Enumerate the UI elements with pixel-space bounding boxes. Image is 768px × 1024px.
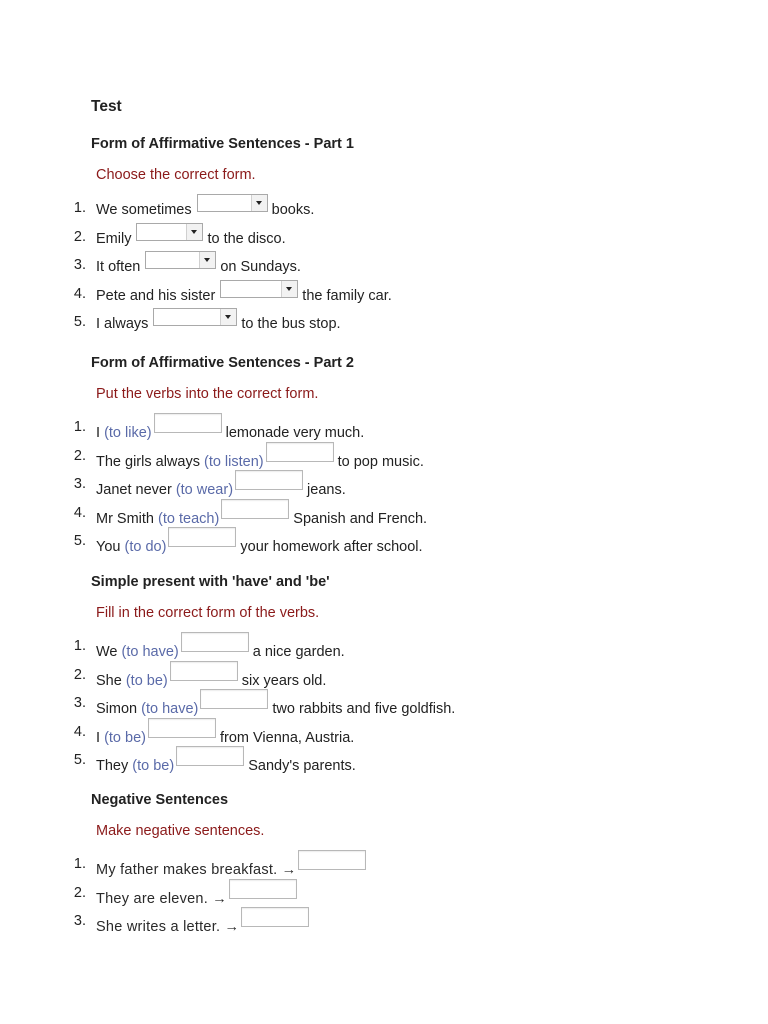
question-text-before: We sometimes xyxy=(96,202,192,218)
question-text-after: books. xyxy=(271,202,315,218)
answer-input[interactable] xyxy=(221,499,289,519)
answer-input[interactable] xyxy=(181,632,249,652)
question-list xyxy=(0,850,768,936)
answer-dropdown[interactable] xyxy=(220,280,298,298)
question-number: 2. xyxy=(73,884,86,901)
verb-hint: (to do) xyxy=(124,539,167,556)
answer-dropdown[interactable] xyxy=(197,194,268,212)
question-item xyxy=(0,499,768,528)
question-item xyxy=(0,689,768,718)
question-text-before: I xyxy=(96,425,101,441)
question-text-before: Mr Smith xyxy=(96,510,154,527)
question-item xyxy=(0,718,768,747)
question-text-before: She xyxy=(96,672,122,689)
verb-hint: (to have) xyxy=(121,644,179,660)
section-instruction: Fill in the correct form of the verbs. xyxy=(96,605,320,621)
question-number: 5. xyxy=(73,314,86,331)
section-have-and-be xyxy=(0,572,768,775)
question-text-after: on Sundays. xyxy=(220,259,301,276)
question-text-before: Pete and his sister xyxy=(96,287,216,304)
question-item xyxy=(0,470,768,499)
verb-hint: (to like) xyxy=(104,425,152,441)
question-number: 3. xyxy=(73,476,86,493)
question-item xyxy=(0,251,768,280)
question-number: 3. xyxy=(73,257,86,274)
question-number: 2. xyxy=(73,447,86,464)
section-heading: Form of Affirmative Sentences - Part 1 xyxy=(91,136,354,152)
question-text-before: It often xyxy=(96,259,141,276)
verb-hint: (to be) xyxy=(104,729,146,746)
answer-input[interactable] xyxy=(266,442,334,462)
question-text-before: I always xyxy=(96,316,149,333)
question-text-after: two rabbits and five goldfish. xyxy=(272,701,456,718)
question-item xyxy=(0,442,768,471)
section-heading: Form of Affirmative Sentences - Part 2 xyxy=(91,355,354,371)
section-instruction: Put the verbs into the correct form. xyxy=(96,386,319,402)
question-text-after: a nice garden. xyxy=(252,644,345,660)
question-text-before: Janet never xyxy=(96,482,172,499)
chevron-down-icon[interactable] xyxy=(199,252,215,268)
question-number: 4. xyxy=(73,723,86,740)
question-number: 1. xyxy=(73,200,86,216)
answer-input[interactable] xyxy=(170,661,238,681)
question-text-before: Simon xyxy=(96,701,138,718)
question-item xyxy=(0,879,768,908)
question-item xyxy=(0,907,768,936)
page-title: Test xyxy=(91,98,122,115)
question-number: 1. xyxy=(73,638,86,654)
section-instruction: Make negative sentences. xyxy=(96,823,265,839)
section-negative-sentences xyxy=(0,790,768,936)
verb-hint: (to be) xyxy=(125,672,168,689)
question-number: 1. xyxy=(73,856,86,872)
question-list xyxy=(0,413,768,556)
chevron-down-icon[interactable] xyxy=(220,309,236,325)
question-list xyxy=(0,632,768,775)
question-text-before: The girls always xyxy=(96,453,200,470)
verb-hint: (to listen) xyxy=(203,453,264,470)
question-number: 4. xyxy=(73,504,86,521)
question-list xyxy=(0,194,768,337)
question-item xyxy=(0,413,768,442)
question-text-before: I xyxy=(96,729,101,746)
section-heading: Negative Sentences xyxy=(91,792,229,808)
question-text-before: We xyxy=(96,644,118,660)
question-text-after: lemonade very much. xyxy=(225,425,365,441)
question-text-before: You xyxy=(96,539,121,556)
answer-input[interactable] xyxy=(241,907,309,927)
question-item xyxy=(0,308,768,337)
question-text-after: to the disco. xyxy=(207,230,286,247)
question-item xyxy=(0,223,768,252)
question-item xyxy=(0,746,768,775)
question-text-after: your homework after school. xyxy=(240,539,423,556)
answer-input[interactable] xyxy=(200,689,268,709)
answer-dropdown[interactable] xyxy=(153,308,237,326)
question-number: 3. xyxy=(73,913,86,930)
answer-dropdown[interactable] xyxy=(136,223,203,241)
question-number: 5. xyxy=(73,752,86,769)
question-text-before: She writes a letter. → xyxy=(96,919,240,936)
verb-hint: (to teach) xyxy=(158,510,220,527)
answer-input[interactable] xyxy=(148,718,216,738)
question-text-after: Sandy's parents. xyxy=(248,758,356,775)
question-text-after: Spanish and French. xyxy=(293,510,428,527)
verb-hint: (to wear) xyxy=(175,482,234,499)
answer-input[interactable] xyxy=(168,527,236,547)
answer-input[interactable] xyxy=(235,470,303,490)
question-text-before: Emily xyxy=(96,230,132,247)
answer-input[interactable] xyxy=(229,879,297,899)
question-text-after: to pop music. xyxy=(337,453,424,470)
question-number: 5. xyxy=(73,533,86,550)
section-affirmative-part-2 xyxy=(0,353,768,556)
chevron-down-icon[interactable] xyxy=(281,281,297,297)
answer-input[interactable] xyxy=(298,850,366,870)
question-text-after: to the bus stop. xyxy=(241,316,341,333)
question-item xyxy=(0,194,768,223)
chevron-down-icon[interactable] xyxy=(251,195,267,211)
answer-input[interactable] xyxy=(176,746,244,766)
section-affirmative-part-1 xyxy=(0,134,768,337)
answer-dropdown[interactable] xyxy=(145,251,216,269)
question-item xyxy=(0,280,768,309)
question-item xyxy=(0,850,768,879)
section-heading: Simple present with 'have' and 'be' xyxy=(91,574,330,590)
chevron-down-icon[interactable] xyxy=(186,224,202,240)
question-number: 2. xyxy=(73,228,86,245)
question-number: 2. xyxy=(73,666,86,683)
question-number: 1. xyxy=(73,419,86,435)
question-text-before: My father makes breakfast. → xyxy=(96,862,297,878)
question-item xyxy=(0,632,768,661)
question-text-before: They are eleven. → xyxy=(96,890,228,907)
question-text-after: six years old. xyxy=(241,672,327,689)
question-text-after: from Vienna, Austria. xyxy=(219,729,355,746)
question-item xyxy=(0,527,768,556)
section-instruction: Choose the correct form. xyxy=(96,167,256,183)
answer-input[interactable] xyxy=(154,413,222,433)
question-number: 3. xyxy=(73,695,86,712)
question-item xyxy=(0,661,768,690)
question-number: 4. xyxy=(73,285,86,302)
verb-hint: (to have) xyxy=(141,701,199,718)
question-text-before: They xyxy=(96,758,129,775)
verb-hint: (to be) xyxy=(132,758,175,775)
question-text-after: jeans. xyxy=(307,482,346,499)
question-text-after: the family car. xyxy=(302,287,392,304)
